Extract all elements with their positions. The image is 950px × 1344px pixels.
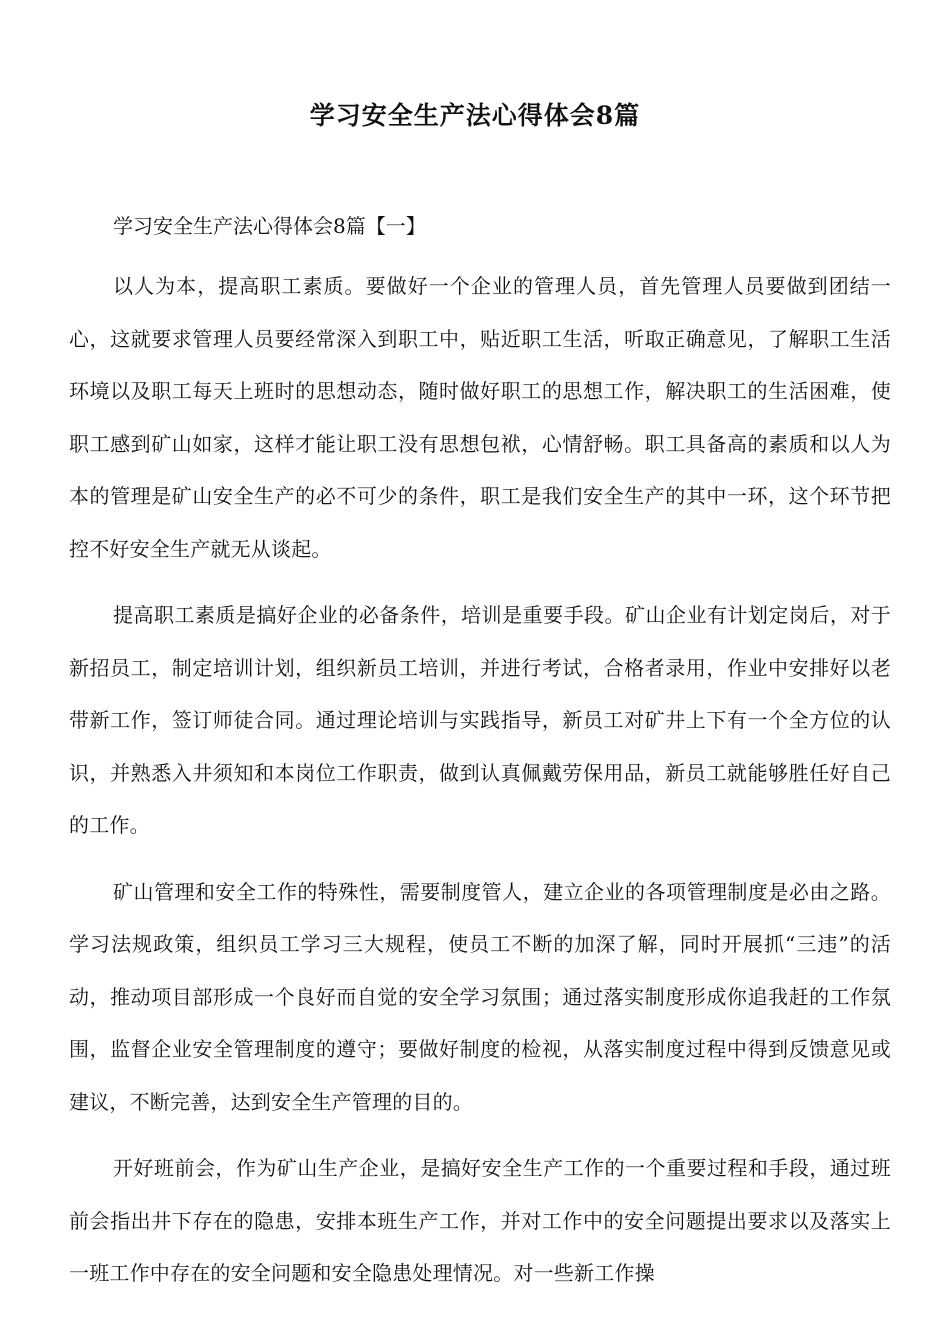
paragraph-1: 以人为本，提高职工素质。要做好一个企业的管理人员，首先管理人员要做到团结一心，这就要求管理人员要经常深入到职工中，贴近职工生活，听取正确意见，了解职工生活环境以及职工每天上班时的思想动态，随时做好职工的思想工作，解决职工的生活困难，使职工感到矿山如家，这样才能让职工没有思想包袱，心情舒畅。职工具备高的素质和以人为本的管理是矿山安全生产的必不可少的条件，职工是我们安全生产的其中一环，这个环节把控不好安全生产就无从谈起。 [69,274,891,561]
paragraph-2: 提高职工素质是搞好企业的必备条件，培训是重要手段。矿山企业有计划定岗后，对于新招员工，制定培训计划，组织新员工培训，并进行考试，合格者录用，作业中安排好以老带新工作，签订师徒合同。通过理论培训与实践指导，新员工对矿井上下有一个全方位的认识，并熟悉入井须知和本岗位工作职责，做到认真佩戴劳保用品，新员工就能够胜任好自己的工作。 [69,603,891,837]
document-title: 学习安全生产法心得体会8篇 [309,101,641,130]
section-heading: 学习安全生产法心得体会8篇【一】 [113,214,426,238]
document-body [69,206,891,1300]
paragraph-4: 开好班前会，作为矿山生产企业，是搞好安全生产工作的一个重要过程和手段，通过班前会指出井下存在的隐患，安排本班生产工作，并对工作中的安全问题提出要求以及落实上一班工作中存在的安全问题和安全隐患处理情况。对一些新工作操 [69,1156,891,1285]
paragraph-3: 矿山管理和安全工作的特殊性，需要制度管人，建立企业的各项管理制度是必由之路。学习法规政策，组织员工学习三大规程，使员工不断的加深了解，同时开展抓“三违”的活动，推动项目部形成一个良好而自觉的安全学习氛围；通过落实制度形成你追我赶的工作氛围，监督企业安全管理制度的遵守；要做好制度的检视，从落实制度过程中得到反馈意见或建议，不断完善，达到安全生产管理的目的。 [69,879,891,1114]
